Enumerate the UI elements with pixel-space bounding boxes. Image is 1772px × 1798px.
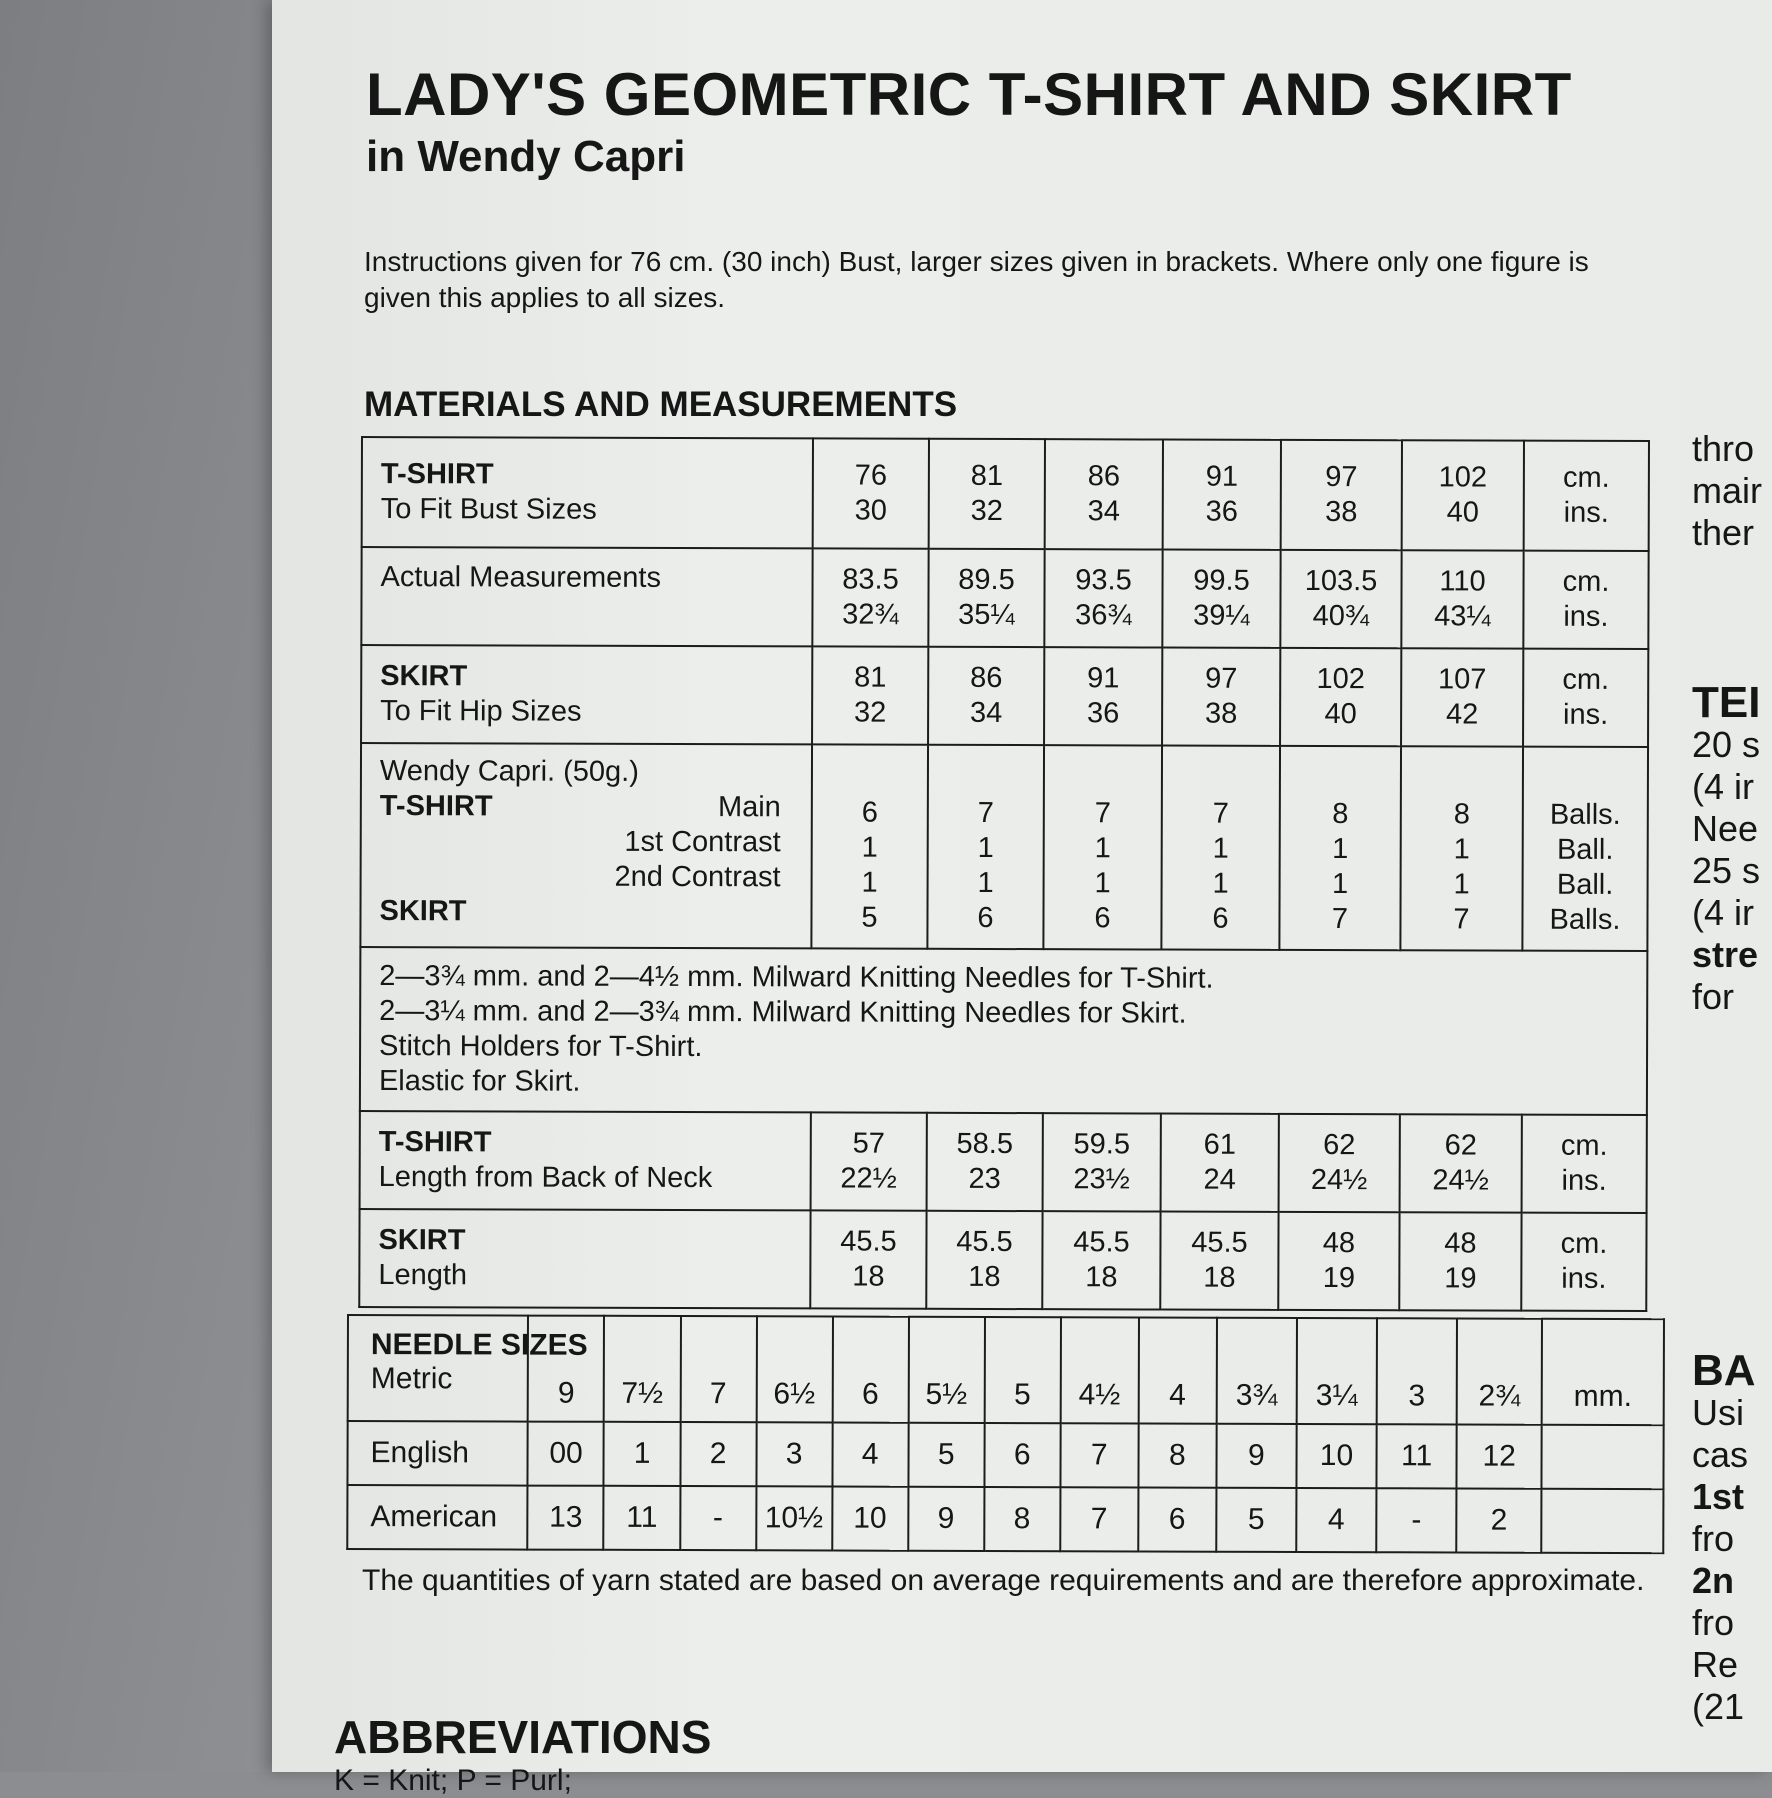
table-cell: 45.5 18	[1042, 1211, 1160, 1309]
abbreviations-heading: ABBREVIATIONS	[334, 1711, 712, 1763]
english-cell: 2	[680, 1422, 756, 1486]
abbreviations-peek: K = Knit; P = Purl;	[334, 1764, 572, 1797]
table-cell: 91 36	[1163, 440, 1281, 550]
yarn-main-row	[380, 789, 809, 825]
table-cell: 102 40	[1402, 440, 1524, 550]
yarn-tshirt-label: T-SHIRT	[379, 790, 493, 823]
unit-cell: cm. ins.	[1524, 441, 1649, 551]
english-cell: 1	[604, 1422, 680, 1486]
english-cell: 4	[832, 1423, 908, 1487]
table-row	[361, 645, 1648, 747]
english-cell: 9	[1216, 1424, 1296, 1488]
right-column-tension	[1692, 678, 1761, 1018]
metric-cell: 3¾	[1216, 1318, 1296, 1424]
table-cell: 97 38	[1162, 648, 1280, 746]
metric-cell: 4	[1138, 1317, 1216, 1423]
row-label	[361, 645, 812, 744]
right-text-line: ther	[1692, 512, 1755, 553]
american-cell: 10½	[756, 1486, 832, 1550]
english-cell: 10	[1296, 1424, 1376, 1488]
needles-note-line: Stitch Holders for T-Shirt.	[379, 1030, 703, 1064]
table-cell: 48 19	[1278, 1212, 1399, 1310]
right-text-line: 1st	[1692, 1476, 1745, 1517]
right-text-line: Nee	[1692, 808, 1759, 849]
needles-note-cell	[360, 947, 1648, 1115]
needle-sizes-table	[346, 1314, 1665, 1554]
row-label-text: To Fit Bust Sizes	[380, 493, 597, 526]
table-cell: 7 1 1 6	[1043, 745, 1162, 949]
english-cell: 12	[1457, 1424, 1542, 1488]
right-column-back	[1692, 1346, 1756, 1728]
american-cell: 11	[604, 1486, 680, 1550]
table-cell: 102 40	[1280, 648, 1401, 746]
unit-cell: cm. ins.	[1521, 1213, 1646, 1311]
american-cell: 9	[908, 1487, 984, 1551]
intro-text: Instructions given for 76 cm. (30 inch) Bust, larger sizes given in brackets. Where only one figure is given this applies to all sizes.	[364, 246, 1589, 313]
table-cell: 48 19	[1399, 1212, 1521, 1310]
yarn-quantity-footnote: The quantities of yarn stated are based on average requirements and are therefore approximate.	[362, 1564, 1645, 1597]
table-cell: 89.5 35¼	[928, 549, 1044, 647]
row-label	[359, 1209, 810, 1308]
back-heading: BA	[1692, 1346, 1756, 1395]
table-cell: 7 1 1 6	[1161, 746, 1280, 950]
needle-american-row	[347, 1485, 1663, 1553]
table-cell: 81 32	[812, 646, 928, 744]
right-text-line: (4 ir	[1692, 766, 1754, 807]
right-text-line: mair	[1692, 470, 1762, 511]
english-cell: 5	[908, 1423, 984, 1487]
table-row	[360, 1111, 1647, 1213]
american-cell: 6	[1138, 1487, 1216, 1551]
needles-note-line: Elastic for Skirt.	[378, 1065, 581, 1098]
row-label	[360, 1111, 811, 1210]
table-cell: 58.5 23	[927, 1113, 1043, 1211]
metric-cell: 4½	[1060, 1317, 1138, 1423]
english-unit-cell	[1542, 1425, 1664, 1489]
american-cell: -	[1376, 1488, 1456, 1552]
right-text-line: (21	[1692, 1686, 1745, 1727]
right-text-line: thro	[1692, 428, 1755, 469]
row-label-text: Actual Measurements	[380, 561, 662, 594]
table-cell: 86 34	[1045, 439, 1163, 549]
table-cell: 86 34	[928, 647, 1044, 745]
table-row	[359, 1209, 1646, 1311]
unit-cell: cm. ins.	[1522, 1115, 1647, 1213]
right-text-line: fro	[1692, 1602, 1735, 1643]
needle-metric-row	[348, 1315, 1664, 1425]
table-row	[361, 547, 1648, 649]
metric-cell: 5½	[908, 1317, 984, 1423]
english-label: English	[347, 1421, 528, 1486]
american-cell: 7	[1060, 1487, 1138, 1551]
right-text-line: Usi	[1692, 1392, 1744, 1433]
materials-table-wrapper	[358, 436, 1648, 1312]
needles-note-line: 2—3¼ mm. and 2—3¾ mm. Milward Knitting Needles for Skirt.	[379, 995, 1187, 1030]
english-cell: 7	[1060, 1423, 1138, 1487]
metric-cell: 6½	[756, 1316, 832, 1422]
table-cell: 81 32	[929, 439, 1045, 549]
yarn-skirt-label: SKIRT	[379, 895, 467, 928]
american-cell: 13	[528, 1486, 604, 1550]
table-cell: 45.5 18	[1160, 1212, 1278, 1310]
english-cell: 8	[1138, 1423, 1216, 1487]
american-cell: 4	[1296, 1488, 1376, 1552]
unit-cell: Balls. Ball. Ball. Balls.	[1522, 747, 1648, 951]
materials-heading: MATERIALS AND MEASUREMENTS	[364, 385, 958, 424]
table-cell: 62 24½	[1400, 1114, 1522, 1212]
table-cell: 57 22½	[811, 1112, 927, 1210]
row-label	[362, 437, 813, 548]
row-label-bold: T-SHIRT	[380, 458, 494, 491]
right-text-line: 20 s	[1692, 724, 1761, 765]
american-cell: 5	[1216, 1488, 1296, 1552]
table-cell: 59.5 23½	[1043, 1113, 1161, 1211]
american-cell: 8	[984, 1487, 1060, 1551]
american-unit-cell	[1541, 1489, 1663, 1553]
row-label-text: Length from Back of Neck	[378, 1161, 713, 1195]
metric-cell: 2¾	[1457, 1318, 1542, 1424]
tension-heading: TEI	[1692, 678, 1761, 727]
pattern-subtitle: in Wendy Capri	[366, 132, 686, 181]
row-label-bold: SKIRT	[380, 660, 468, 693]
row-label-text: Length	[378, 1259, 468, 1292]
unit-cell: cm. ins.	[1523, 551, 1648, 649]
english-cell: 6	[984, 1423, 1060, 1487]
table-cell: 61 24	[1161, 1114, 1279, 1212]
table-cell: 103.5 40¾	[1280, 550, 1401, 648]
table-cell: 97 38	[1281, 440, 1402, 550]
right-text-line: for	[1692, 976, 1735, 1017]
yarn-brand: Wendy Capri. (50g.)	[379, 755, 639, 788]
table-row	[362, 437, 1649, 551]
right-column-top	[1692, 428, 1762, 554]
needle-sizes-wrapper	[346, 1314, 1665, 1554]
american-cell: 10	[832, 1487, 908, 1551]
right-text-line: fro	[1692, 1518, 1735, 1559]
table-cell: 91 36	[1044, 647, 1162, 745]
needle-english-row	[347, 1421, 1663, 1489]
right-text-line: cas	[1692, 1434, 1749, 1475]
table-cell: 62 24½	[1279, 1114, 1400, 1212]
table-cell: 83.5 32¾	[812, 548, 928, 646]
american-label: American	[347, 1485, 528, 1550]
row-label-bold: SKIRT	[378, 1224, 466, 1257]
materials-table	[358, 436, 1650, 1312]
table-cell: 110 43¼	[1401, 550, 1523, 648]
table-cell: 8 1 1 7	[1400, 746, 1523, 950]
english-cell: 3	[756, 1422, 832, 1486]
table-cell: 6 1 1 5	[811, 744, 928, 948]
metric-cell: 9	[528, 1316, 604, 1422]
metric-cell: 7	[680, 1316, 756, 1422]
needles-note-line: 2—3¾ mm. and 2—4½ mm. Milward Knitting Needles for T-Shirt.	[379, 960, 1214, 995]
right-text-line: 25 s	[1692, 850, 1761, 891]
metric-cell: 5	[984, 1317, 1060, 1423]
yarn-label-cell	[360, 743, 812, 948]
table-cell: 45.5 18	[810, 1210, 926, 1308]
english-cell: 00	[528, 1422, 604, 1486]
table-cell: 76 30	[813, 438, 929, 548]
right-text-line: stre	[1692, 934, 1759, 975]
table-cell: 45.5 18	[926, 1211, 1042, 1309]
table-cell: 8 1 1 7	[1279, 746, 1401, 950]
yarn-contrast1-label: 1st Contrast	[624, 825, 781, 859]
row-label	[361, 547, 812, 646]
table-row	[360, 743, 1648, 951]
table-cell: 99.5 39¼	[1162, 550, 1280, 648]
american-cell: 2	[1456, 1488, 1541, 1552]
right-text-line: (4 ir	[1692, 892, 1754, 933]
yarn-main-label: Main	[717, 791, 781, 824]
pattern-title: LADY'S GEOMETRIC T-SHIRT AND SKIRT	[366, 61, 1572, 128]
metric-cell: 3¼	[1297, 1318, 1377, 1424]
table-cell: 7 1 1 6	[927, 745, 1044, 949]
metric-cell: 7½	[604, 1316, 680, 1422]
table-cell: 93.5 36¾	[1044, 549, 1162, 647]
american-cell: -	[680, 1486, 756, 1550]
metric-unit-cell: mm.	[1542, 1319, 1664, 1425]
right-text-line: 2n	[1692, 1560, 1735, 1601]
row-label-bold: T-SHIRT	[378, 1126, 492, 1159]
table-cell: 107 42	[1401, 648, 1523, 746]
needle-sizes-heading: NEEDLE SIZES	[370, 1328, 588, 1362]
row-label-text: To Fit Hip Sizes	[380, 695, 582, 728]
english-cell: 11	[1376, 1424, 1456, 1488]
right-text-line: Re	[1692, 1644, 1739, 1685]
needle-metric-label-cell	[348, 1315, 588, 1422]
yarn-contrast2-label: 2nd Contrast	[614, 860, 781, 894]
unit-cell: cm. ins.	[1523, 649, 1648, 747]
metric-cell: 6	[832, 1317, 908, 1423]
metric-label: Metric	[370, 1362, 453, 1396]
metric-cell: 3	[1377, 1318, 1457, 1424]
table-row	[360, 947, 1648, 1115]
